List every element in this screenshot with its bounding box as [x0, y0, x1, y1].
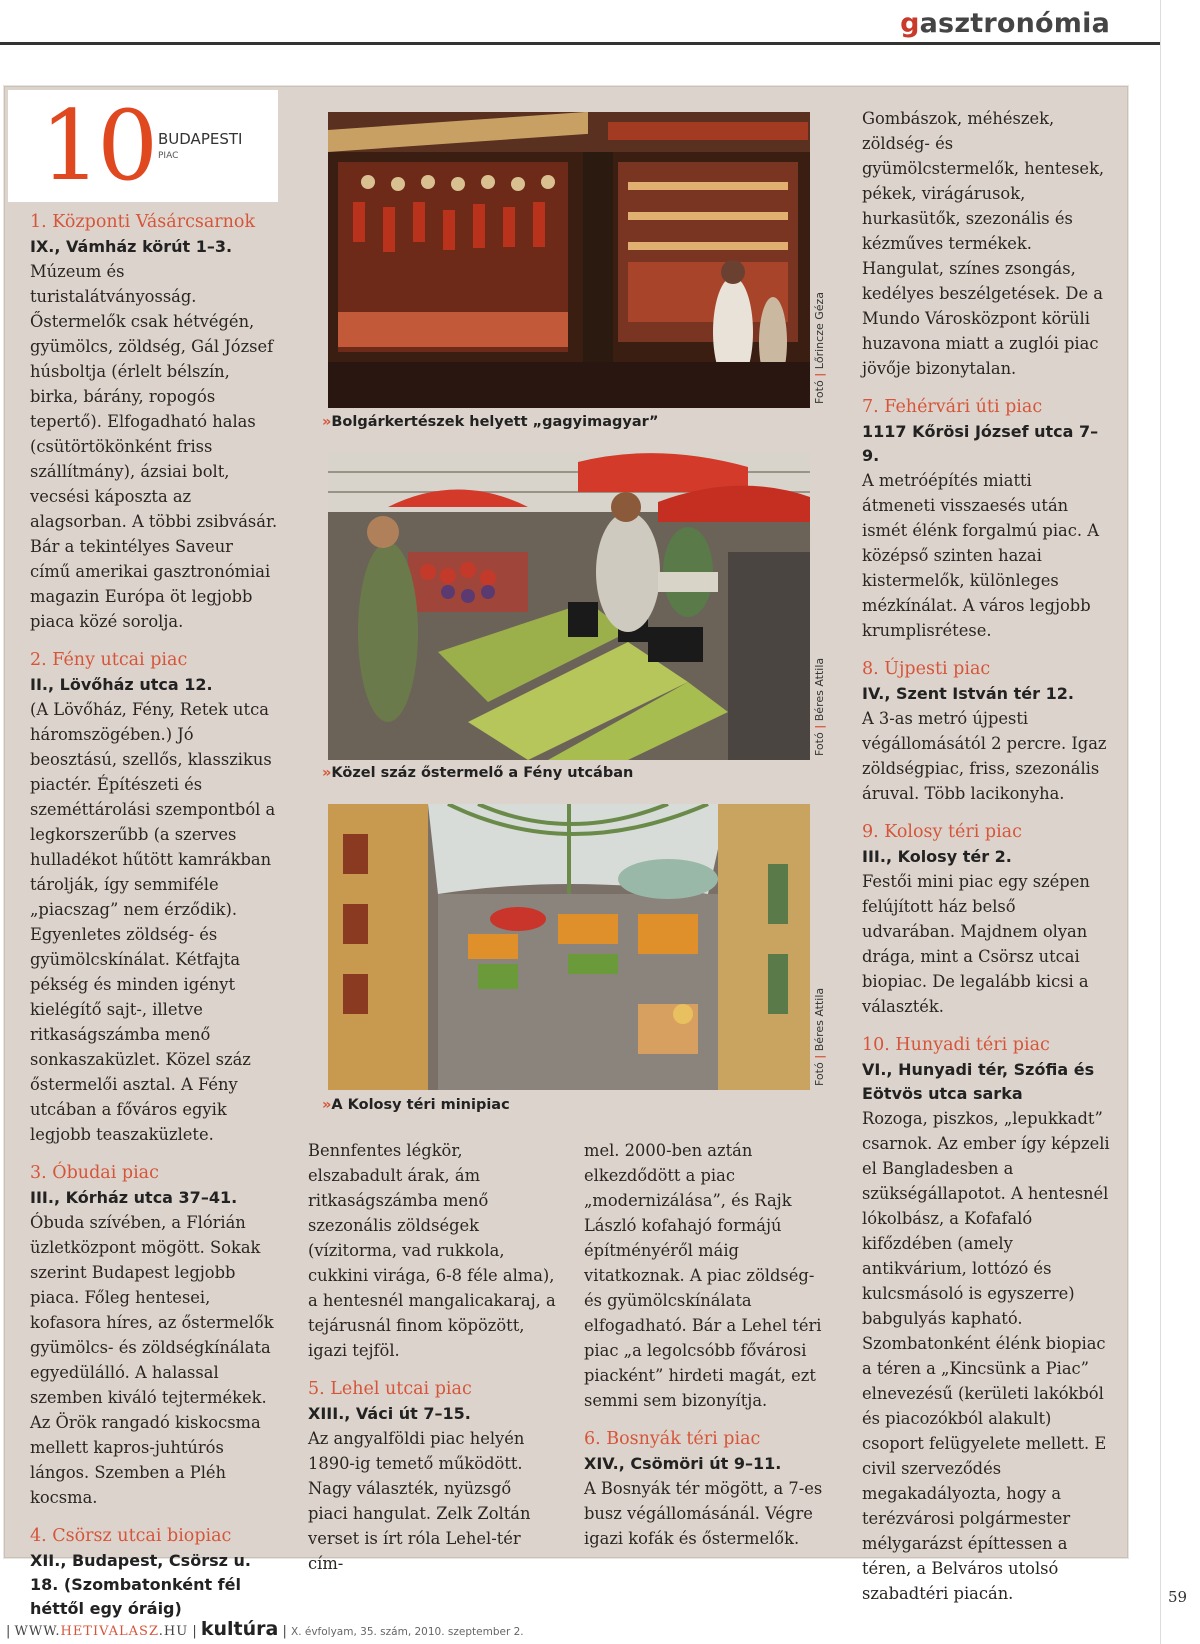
market-7-text: A metróépítés miatti átmeneti visszaesés után ismét élénk forgalmú piac. A középső szinten hazai kistermelők, különleges mézkínálat. A város legjobb krumplisrétese.	[862, 471, 1099, 640]
column-2-intro: Bennfentes légkör, elszabadult árak, ám ritkaságszámba menő szezonális zöldségek (vízitorma, vad rukkola, cukkini virága, 6-8 féle alma), a hentesnél mangalicakaraj, a tejárusnál finom köpözött, igazi tejföl.	[308, 1141, 556, 1360]
header-rule	[0, 42, 1160, 45]
caption-1-text: Bolgárkertészek helyett „gagyimagyar”	[331, 414, 659, 430]
credit-3-name: Béres Attila	[813, 987, 826, 1052]
market-1-text: Múzeum és turistalátványosság. Őstermelők csak hétvégén, gyümölcs, zöldség, Gál József húsboltja (érlelt bélszín, birka, bárány, ropogós tepertő). Elfogadható halas (csütörtökönként friss szállítmány), ázsiai bolt, vecsési káposzta az alagsorban. A többi zsibvásár. Bár a tekintélyes Saveur című amerikai gasztronómiai magazin Európa öt legjobb piaca közé sorolja.	[30, 262, 278, 631]
column-3-text: mel. 2000-ben aztán elkezdődött a piac „modernizálása”, és Rajk László kofahajó formájú építményéről máig vitatkoznak. A piac zöldség- és gyümölcskínálata elfogadható. Bár a Lehel téri piac „a legolcsóbb fővárosi piacként” hirdeti magát, ezt semmi sem bizonyítja.	[584, 1141, 822, 1410]
credit-2-label: Fotó	[813, 732, 826, 756]
column-1	[30, 210, 278, 1621]
footer-url[interactable]	[15, 1624, 189, 1639]
market-2-address: II., Lövőház utca 12.	[30, 675, 213, 694]
market-5-address: XIII., Váci út 7–15.	[308, 1404, 471, 1423]
market-9-text: Festői mini piac egy szépen felújított ház belső udvarában. Majdnem olyan drága, mint a Csörsz utcai biopiac. De legalább kicsi a választék.	[862, 872, 1090, 1016]
market-9-address: III., Kolosy tér 2.	[862, 847, 1012, 866]
market-2-title: 2. Fény utcai piac	[30, 650, 188, 670]
page-number: 59	[1168, 1588, 1188, 1606]
market-7-title: 7. Fehérvári úti piac	[862, 397, 1043, 417]
market-3-text: Óbuda szívében, a Flórián üzletközpont mögött. Sokak szerint Budapest legjobb piaca. Főleg hentesei, kofasora híres, az őstermelők gyümölcs- és zöldségkínálata egyedülálló. A halassal szemben kiváló tejtermékek. Az Örök rangadó kiskocsma mellett kapros-juhtúrós lángos. Szemben a Pléh kocsma.	[30, 1213, 274, 1507]
caption-3-mark: »	[322, 1097, 332, 1113]
logo-subtitle: PIAC	[158, 151, 179, 161]
footer-url-pre: WWW.	[14, 1624, 61, 1639]
photo-central-market	[328, 112, 810, 408]
column-3	[584, 1138, 832, 1551]
market-2-text: (A Lövőház, Fény, Retek utca háromszögében.) Jó beosztású, szellős, klasszikus piactér. Építészeti és szeméttárolási szempontból a legkorszerűbb (a szerves hulladékot hűtött kamrákban tárolják, így semmiféle „piacszag” nem érződik). Egyenletes zöldség- és gyümölcskínálat. Kétfajta pékség és minden igényt kielégítő sajt-, illetve ritkaságszámba menő sonkaszaküzlet. Közel száz őstermelői asztal. A Fény utcában a főváros egyik legjobb teaszaküzlete.	[30, 700, 276, 1144]
photo-caption-2	[322, 765, 633, 781]
market-5-title: 5. Lehel utcai piac	[308, 1379, 472, 1399]
market-6-address: XIV., Csömöri út 9–11.	[584, 1454, 782, 1473]
photo-feny-utca	[328, 452, 810, 760]
photo-credit-3	[813, 988, 826, 1086]
logo-number: 10	[40, 90, 155, 202]
market-4-address: XII., Budapest, Csörsz u. 18. (Szombatonként fél héttől egy óráig)	[30, 1551, 251, 1618]
photo-central-market-image	[328, 112, 810, 408]
footer-sep-left: |	[6, 1624, 11, 1639]
caption-2-text: Közel száz őstermelő a Fény utcában	[331, 765, 634, 781]
credit-2-name: Béres Attila	[813, 657, 826, 722]
market-10-text: Rozoga, piszkos, „lepukkadt” csarnok. Az ember így képzeli el Bangladesben a szükségállapotot. A hentesnél lókolbász, a Kofafaló kifőzdében (amely antikvárium, lottózó és kulcsmásoló is egyszerre) babgulyás kapható. Szombatonként élénk biopiac a téren a „Kincsünk a Piac” elnevezésű (kerületi lakókból és piacozókból alakult) csoport felügyelete mellett. E civil szerveződés megakadályozta, hogy a terézvárosi polgármester mélygarázst építtessen a téren, a Belváros utolsó szabadtéri piacán.	[862, 1109, 1110, 1603]
market-6-title: 6. Bosnyák téri piac	[584, 1429, 761, 1449]
footer	[6, 1618, 524, 1640]
column-2	[308, 1138, 556, 1576]
market-4-title: 4. Csörsz utcai biopiac	[30, 1526, 232, 1546]
credit-1-sep: |	[813, 372, 826, 377]
market-7-address: 1117 Kőrösi József utca 7–9.	[862, 422, 1099, 465]
market-5-text: Az angyalföldi piac helyén 1890-ig temető működött. Nagy választék, nyüzsgő piaci hangulat. Zelk Zoltán verset is írt róla Lehel-tér cím-	[308, 1429, 531, 1573]
footer-sep-1: |	[192, 1624, 197, 1639]
footer-issue: X. évfolyam, 35. szám, 2010. szeptember 2.	[291, 1626, 524, 1638]
market-6-text: A Bosnyák tér mögött, a 7-es busz végállomásánál. Végre igazi kofák és őstermelők.	[584, 1479, 823, 1548]
market-8-address: IV., Szent István tér 12.	[862, 684, 1074, 703]
photo-caption-3	[322, 1097, 510, 1113]
footer-url-red: HETIVALASZ	[60, 1624, 159, 1639]
footer-sep-2: |	[282, 1624, 287, 1639]
credit-1-name: Lőrincze Géza	[813, 291, 826, 370]
credit-1-label: Fotó	[813, 380, 826, 404]
market-10-title: 10. Hunyadi téri piac	[862, 1035, 1050, 1055]
credit-3-sep: |	[813, 1054, 826, 1059]
footer-magazine: kultúra	[200, 1618, 279, 1640]
market-1-address: IX., Vámház körút 1–3.	[30, 237, 233, 256]
market-3-title: 3. Óbudai piac	[30, 1163, 159, 1183]
photo-credit-2	[813, 658, 826, 756]
column-4	[862, 106, 1110, 1606]
market-9-title: 9. Kolosy téri piac	[862, 822, 1022, 842]
photo-kolosy-ter-image	[328, 804, 810, 1090]
caption-1-mark: »	[322, 414, 332, 430]
page-edge-rule	[1160, 0, 1161, 1644]
credit-3-label: Fotó	[813, 1062, 826, 1086]
market-8-title: 8. Újpesti piac	[862, 659, 991, 679]
photo-caption-1	[322, 414, 659, 430]
section-title	[900, 8, 1110, 39]
photo-feny-utca-image	[328, 452, 810, 760]
logo-title: BUDAPESTI	[158, 130, 243, 148]
credit-2-sep: |	[813, 724, 826, 729]
column-4-intro: Gombászok, méhészek, zöldség- és gyümölcstermelők, hentesek, pékek, virágárusok, hurkasütők, szezonális és kézműves termékek. Hangulat, színes zsongás, kedélyes beszélgetések. De a Mundo Városközpont körüli huzavona miatt a zuglói piac jövője bizonytalan.	[862, 109, 1105, 378]
caption-2-mark: »	[322, 765, 332, 781]
section-title-initial: g	[900, 8, 920, 39]
photo-kolosy-ter	[328, 804, 810, 1090]
market-3-address: III., Kórház utca 37–41.	[30, 1188, 238, 1207]
footer-url-post: .HU	[158, 1624, 189, 1639]
caption-3-text: A Kolosy téri minipiac	[331, 1097, 510, 1113]
market-10-address: VI., Hunyadi tér, Szófia és Eötvös utca sarka	[862, 1060, 1095, 1103]
section-title-rest: asztronómia	[919, 8, 1110, 39]
photo-credit-1	[813, 292, 826, 404]
market-1-title: 1. Központi Vásárcsarnok	[30, 212, 256, 232]
market-8-text: A 3-as metró újpesti végállomásától 2 percre. Igaz zöldségpiac, friss, szezonális áruval. Több lacikonyha.	[862, 709, 1107, 803]
